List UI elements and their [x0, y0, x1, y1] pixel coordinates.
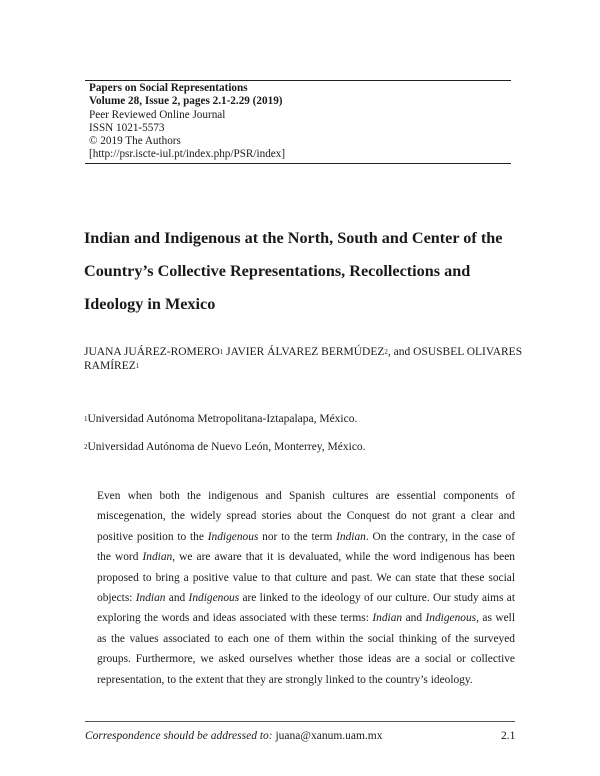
- page-number: 2.1: [501, 730, 516, 742]
- header-bottom-rule: [85, 163, 511, 164]
- affiliation-text: Universidad Autónoma de Nuevo León, Monterrey, México.: [87, 441, 366, 453]
- author-name: JAVIER ÁLVAREZ BERMÚDEZ: [226, 346, 385, 358]
- journal-name: Papers on Social Representations: [89, 82, 248, 94]
- abstract: [97, 486, 515, 690]
- affiliation-marker: 1: [219, 348, 224, 356]
- affiliation-marker: 2: [384, 348, 388, 356]
- abstract-paragraph: [97, 486, 515, 690]
- abstract-term: Indian: [372, 612, 403, 625]
- author-list: [84, 345, 524, 373]
- correspondence-line: [85, 730, 383, 742]
- affiliation-marker: 1: [135, 362, 140, 370]
- journal-header: [89, 82, 509, 162]
- abstract-text: , as well as the values associated to each one of them within the social thinking of the surveyed groups. Furthermore, we asked ourselves whether those ideas are a social or collective representation, to the extent that they are strongly linked to the country’s ideology.: [97, 612, 515, 686]
- footer-rule: [85, 721, 515, 722]
- author-name: JUANA JUÁREZ-ROMERO: [84, 346, 220, 358]
- abstract-text: , we are aware that it is devaluated, while the word indigenous has been proposed to bring a positive value to that culture and past. We can state that these social objects:: [97, 551, 515, 605]
- affiliation-mark: 2: [84, 443, 88, 451]
- journal-issn: ISSN 1021-5573: [89, 121, 165, 134]
- abstract-text: are linked to the ideology of our culture. Our study aims at exploring the words and ideas associated with these terms:: [97, 592, 515, 625]
- author-name: OSUSBEL OLIVARES RAMÍREZ: [84, 346, 523, 372]
- journal-type: Peer Reviewed Online Journal: [89, 108, 226, 121]
- abstract-term: Indian: [142, 551, 173, 564]
- affiliation-1: [84, 413, 524, 425]
- author-separator: , and: [387, 346, 414, 358]
- abstract-term: Indigenous: [188, 592, 240, 605]
- abstract-text: Even when both the indigenous and Spanish cultures are essential components of miscegenation, the widely spread stories about the Conquest do not grant a clear and positive position to the: [97, 490, 515, 543]
- abstract-text: and: [402, 612, 426, 625]
- journal-copyright: © 2019 The Authors: [89, 135, 181, 148]
- abstract-text: and: [165, 592, 189, 605]
- affiliation-mark: 1: [84, 415, 88, 423]
- abstract-term: Indian: [135, 592, 166, 605]
- journal-volume-info: Volume 28, Issue 2, pages 2.1-2.29 (2019): [89, 95, 283, 108]
- abstract-term: Indigenous: [207, 530, 259, 543]
- journal-url[interactable]: [http://psr.iscte-iul.pt/index.php/PSR/index]: [89, 148, 286, 161]
- article-title: Indian and Indigenous at the North, South and Center of the Country’s Collective Representations, Recollections and Ideology in Mexico: [84, 229, 503, 313]
- abstract-text: nor to the term: [258, 530, 337, 543]
- correspondence-label: Correspondence should be addressed to:: [85, 730, 273, 742]
- abstract-term: Indigenous: [425, 612, 477, 625]
- affiliation-text: Universidad Autónoma Metropolitana-Iztapalapa, México.: [87, 413, 358, 425]
- abstract-term: Indian: [336, 530, 366, 543]
- header-top-rule: [85, 80, 511, 81]
- abstract-text: . On the contrary, in the case of the word: [97, 530, 515, 564]
- correspondence-email[interactable]: juana@xanum.uam.mx: [275, 730, 383, 742]
- affiliation-2: [84, 441, 524, 453]
